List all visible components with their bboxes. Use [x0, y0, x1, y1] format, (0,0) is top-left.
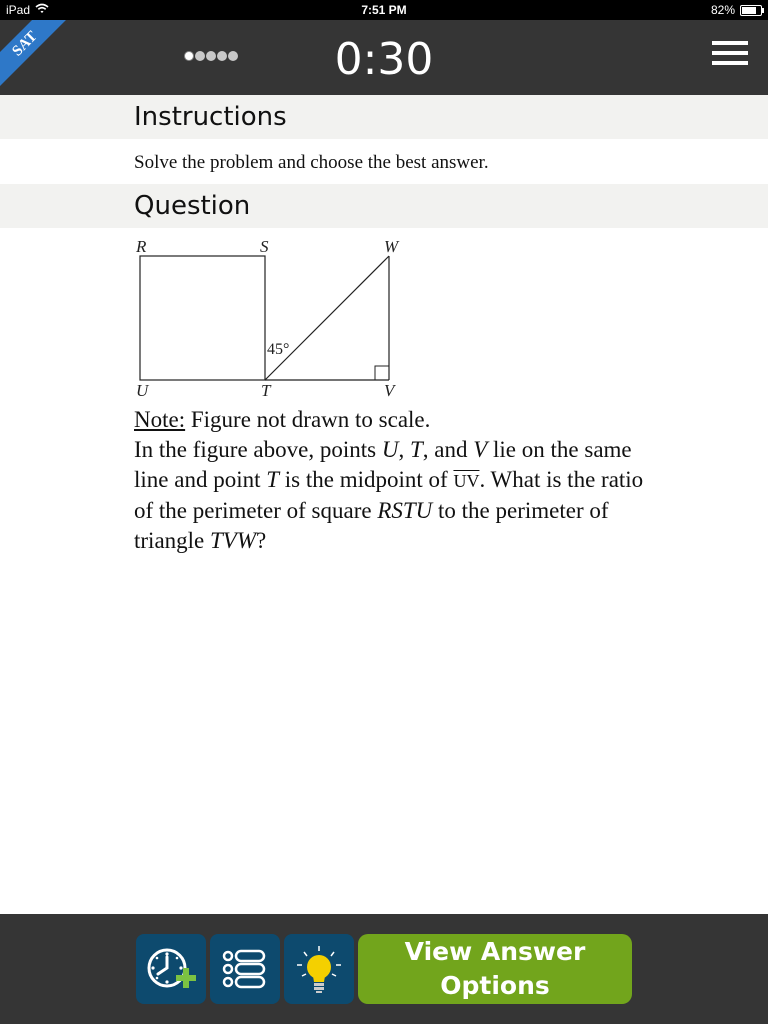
instructions-header [0, 95, 768, 139]
top-bar [0, 20, 768, 95]
clock: 7:51 PM [361, 3, 407, 17]
note-label: Note: [134, 407, 186, 432]
question-text [134, 405, 654, 556]
add-time-icon [136, 934, 206, 1004]
label-t: T [261, 381, 271, 399]
angle-label: 45° [267, 341, 290, 358]
label-w: W [384, 237, 399, 256]
segment-tw [265, 256, 389, 380]
sat-badge: SAT [0, 20, 72, 91]
figure-note [134, 405, 654, 435]
right-angle-marker [375, 366, 389, 380]
add-time-button[interactable] [136, 934, 206, 1004]
hint-button[interactable] [284, 934, 354, 1004]
status-bar [0, 0, 768, 20]
answer-button-line2: Options [440, 971, 550, 1000]
label-u: U [136, 381, 149, 399]
label-r: R [136, 237, 147, 256]
battery-percent: 82% [710, 3, 735, 17]
status-right [711, 3, 762, 17]
lightbulb-hint-icon [284, 934, 354, 1004]
battery-icon [740, 5, 762, 16]
segment-uv: $\overline{UV}$ [453, 471, 480, 491]
answer-button-line1: View Answer [404, 937, 586, 966]
question-body: In the figure above, points U, T, and V lie on the same line and point T is the midpoint of $\overline{UV}$. What is the ratio of the perimeter of square RSTU to the perimeter of triangle TVW? [134, 437, 644, 553]
instructions-text: Solve the problem and choose the best answer. [134, 152, 489, 173]
hamburger-menu-icon[interactable] [712, 41, 748, 65]
note-text: Figure not drawn to scale. [185, 407, 431, 432]
bottom-toolbar [0, 914, 768, 1024]
geometry-figure [130, 234, 410, 399]
question-list-button[interactable] [210, 934, 280, 1004]
question-title: Question [134, 191, 251, 221]
countdown-timer: 0:30 [334, 34, 434, 85]
question-header [0, 184, 768, 228]
question-list-icon [210, 934, 280, 1004]
label-v: V [384, 381, 395, 399]
square-rstu [140, 256, 265, 380]
label-s: S [260, 237, 269, 256]
instructions-title: Instructions [134, 102, 287, 132]
device-name: iPad [6, 3, 31, 17]
view-answer-options-button[interactable] [358, 934, 632, 1004]
